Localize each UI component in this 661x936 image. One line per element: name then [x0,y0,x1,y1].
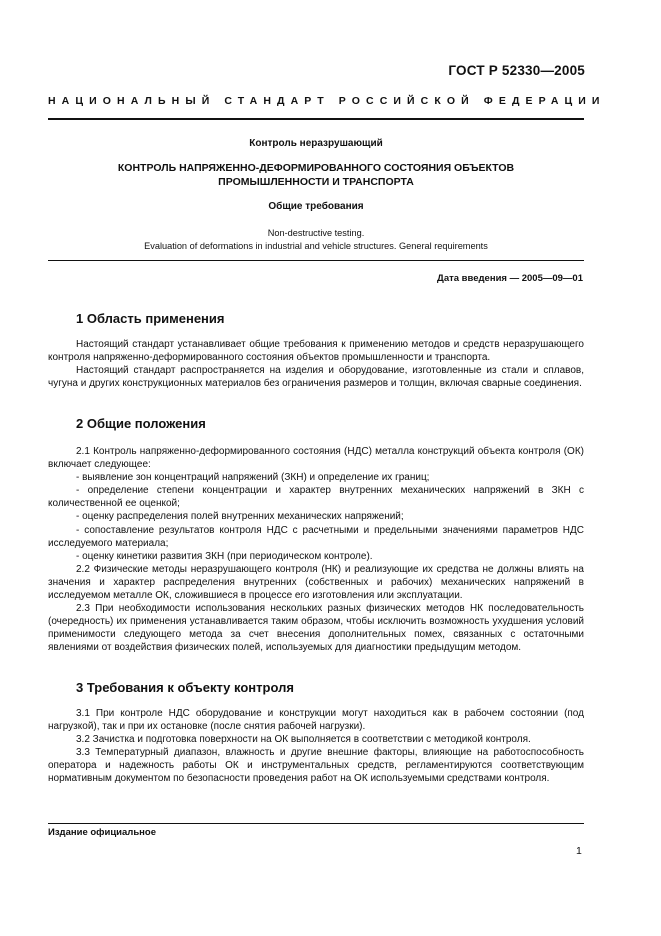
list-item: - оценку распределения полей внутренних механических напряжений; [76,511,404,523]
section-2-paragraph-3: 2.3 При необходимости использования нескольких разных физических методов НК последовательность (очередность) их применения устанавливается таким образом, чтобы исключить возможность ухудшения условий применимости следующего метода за счет внесения дополнительных помех, связанных с остаточными явлениями от воздействия физических полей, используемых для диагностики предыдущим методом. [48,603,584,654]
document-number: ГОСТ Р 52330—2005 [448,63,585,78]
list-item: - выявление зон концентраций напряжений (ЗКН) и определение их границ; [76,472,430,484]
section-2-paragraph-1: 2.1 Контроль напряженно-деформированного состояния (НДС) металла конструкций объекта контроля (ОК) включает следующее: [48,446,584,471]
introduction-date: Дата введения — 2005—09—01 [437,273,583,284]
section-2-heading: 2 Общие положения [76,416,206,431]
subject-line: Контроль неразрушающий [249,138,383,149]
national-standard-banner: НАЦИОНАЛЬНЫЙ СТАНДАРТ РОССИЙСКОЙ ФЕДЕРАЦИИ [48,95,606,107]
section-1-heading: 1 Область применения [76,311,225,326]
title-line-1: КОНТРОЛЬ НАПРЯЖЕННО-ДЕФОРМИРОВАННОГО СОСТОЯНИЯ ОБЪЕКТОВ [117,162,515,174]
page-number: 1 [576,845,582,857]
footer-divider [48,823,584,824]
official-edition-note: Издание официальное [48,827,156,838]
list-item: - оценку кинетики развития ЗКН (при периодическом контроле). [76,550,373,562]
title-divider [48,260,584,261]
list-item: - определение степени концентрации и характер внутренних механических напряжений в ЗКН с количественной ее оценкой; [48,485,584,510]
section-1-paragraph-1: Настоящий стандарт устанавливает общие требования к применению методов и средств неразрушающего контроля напряженно-деформированного состояния объектов промышленности и транспорта. [48,339,584,364]
section-1-paragraph-2: Настоящий стандарт распространяется на изделия и оборудование, изготовленные из стали и сплавов, чугуна и других конструкционных материалов без ограничения размеров и толщин, включая сварные соединения. [48,365,584,390]
section-3-body [48,707,584,786]
section-2-paragraph-2: 2.2 Физические методы неразрушающего контроля (НК) и реализующие их средства не должны влиять на значения и характер распределения внутренних (собственных и рабочих) механических напряжений в исследуемом металле ОК, сложившиеся в процессе его изготовления или эксплуатации. [48,563,584,602]
title-line-2: ПРОМЫШЛЕННОСТИ И ТРАНСПОРТА [218,176,414,188]
section-1-body [48,338,584,390]
top-divider [48,118,584,120]
english-title [48,227,584,252]
list-item: - сопоставление результатов контроля НДС с расчетными и предельными значениями параметров НДС исследуемого материала; [48,524,584,549]
section-3-paragraph-2: 3.2 Зачистка и подготовка поверхности на ОК выполняется в соответствии с методикой контроля. [76,734,531,746]
section-2-body [48,445,584,655]
section-3-paragraph-1: 3.1 При контроле НДС оборудование и конструкции могут находиться как в рабочем состоянии (под нагрузкой), так и при их остановке (после снятия рабочей нагрузки). [48,708,584,733]
english-title-line-2: Evaluation of deformations in industrial and vehicle structures. General requirements [144,240,488,251]
document-title [48,161,584,189]
section-3-heading: 3 Требования к объекту контроля [76,680,294,695]
general-requirements-subtitle: Общие требования [268,201,364,212]
section-3-paragraph-3: 3.3 Температурный диапазон, влажность и другие внешние факторы, влияющие на работоспособность оператора и надежность работы ОК и инструментальных средств, регламентируются соответствующим нормативным документом по безопасности проведения работ на ОК используемыми средствами контроля. [48,747,584,785]
english-title-line-1: Non-destructive testing. [267,228,365,238]
